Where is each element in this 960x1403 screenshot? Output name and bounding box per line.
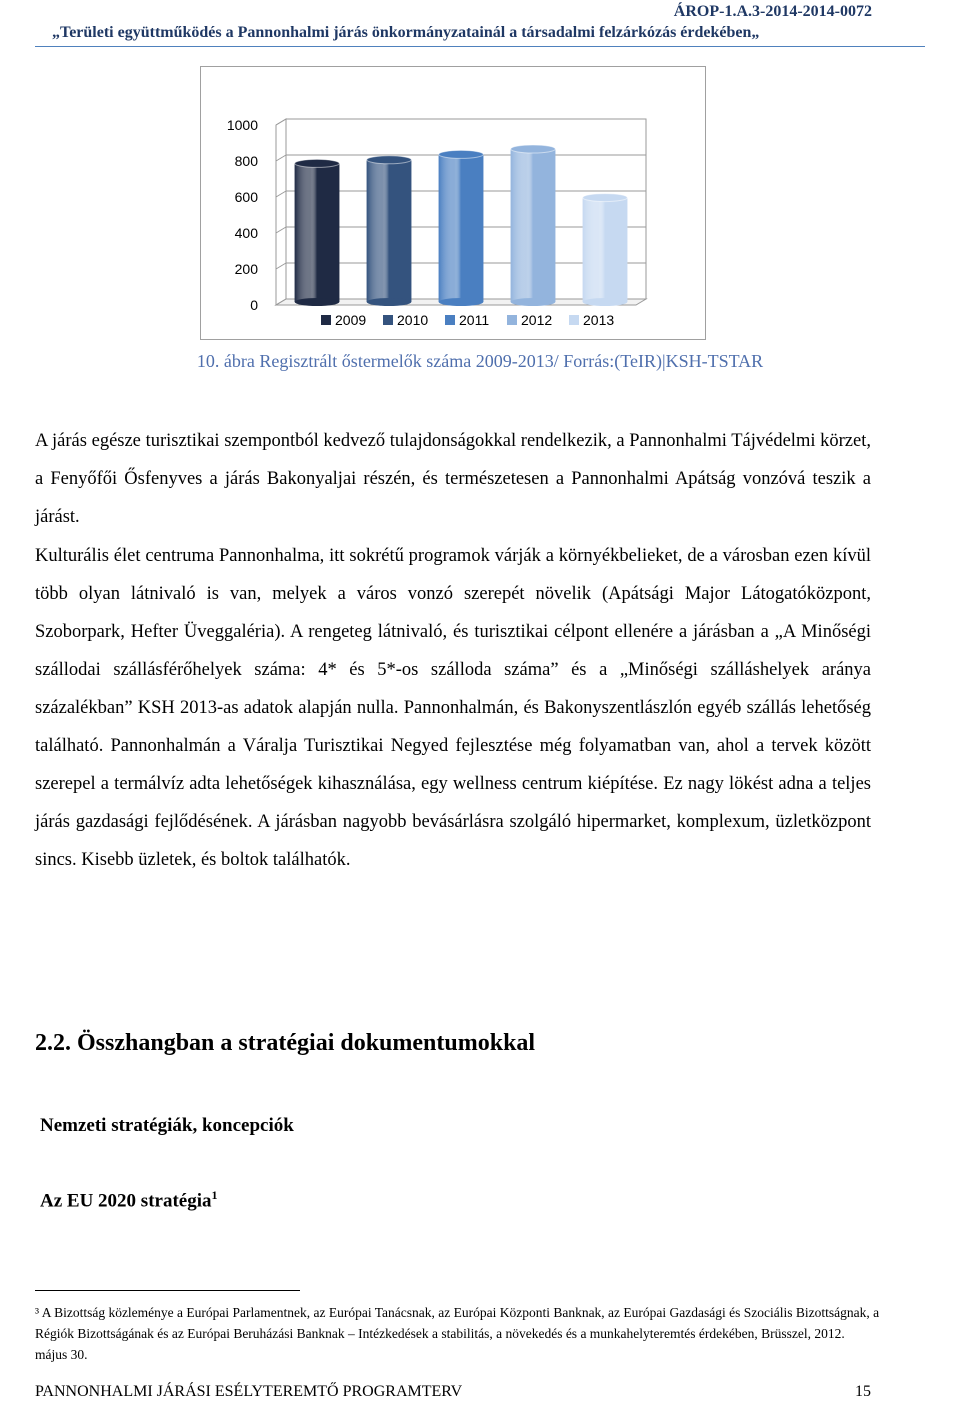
section-heading: 2.2. Összhangban a stratégiai dokumentumokkal — [35, 1030, 536, 1056]
legend-swatch-2009 — [321, 315, 331, 325]
bar-base-2012 — [511, 298, 556, 306]
bar-base-2013 — [583, 298, 628, 306]
document-code: ÁROP-1.A.3-2014-2014-0072 — [673, 3, 872, 20]
legend-label-2011: 2011 — [459, 312, 490, 328]
bar-shade-2012 — [511, 149, 556, 302]
bar-chart — [200, 66, 706, 340]
legend-swatch-2013 — [569, 315, 579, 325]
footnote-reference: 1 — [211, 1188, 218, 1202]
legend-label-2013: 2013 — [583, 312, 615, 328]
bar-base-2010 — [367, 298, 412, 306]
bar-shade-2013 — [583, 198, 628, 302]
bar-chart-svg — [201, 67, 705, 339]
y-tick-label: 400 — [234, 225, 258, 241]
bar-top-2010 — [367, 156, 412, 164]
bar-shade-2010 — [367, 160, 412, 302]
legend-label-2012: 2012 — [521, 312, 553, 328]
chart-side-wall — [276, 119, 286, 305]
footer-title: PANNONHALMI JÁRÁSI ESÉLYTEREMTŐ PROGRAMTERV — [35, 1383, 463, 1400]
figure-caption: 10. ábra Regisztrált őstermelők száma 2009-2013/ Forrás:(TeIR)|KSH-TSTAR — [196, 351, 764, 371]
bar-shade-2011 — [439, 154, 484, 302]
header-divider — [35, 46, 925, 47]
page-number: 15 — [855, 1383, 871, 1400]
y-tick-label: 0 — [250, 297, 258, 313]
bar-base-2009 — [295, 298, 340, 306]
legend-label-2009: 2009 — [335, 312, 367, 328]
y-tick-label: 600 — [234, 189, 258, 205]
bar-top-2011 — [439, 150, 484, 158]
footnote-mark: ³ — [35, 1305, 40, 1320]
subheading-eu2020-text: Az EU 2020 stratégia — [40, 1190, 212, 1212]
bar-top-2009 — [295, 159, 340, 167]
footnote — [35, 1302, 880, 1365]
legend-swatch-2011 — [445, 315, 455, 325]
legend-swatch-2012 — [507, 315, 517, 325]
paragraph-tourism: A járás egésze turisztikai szempontból kedvező tulajdonságokkal rendelkezik, a Pannonhalmi Tájvédelmi körzet, a Fenyőfői Ősfenyves a járás Bakonyaljai részén, és természetesen a Pannonhalmi Apátság vonzóvá teszik a járást. — [35, 431, 871, 527]
bar-top-2012 — [511, 145, 556, 153]
legend-swatch-2010 — [383, 315, 393, 325]
footnote-text: A Bizottság közleménye a Európai Parlamentnek, az Európai Tanácsnak, az Európai Központi Banknak, az Európai Gazdasági és Szociális Bizottságnak, a Régiók Bizottságának és az Európai Beruházási Banknak – Intézkedések a stabilitás, a növekedés és a munkahelyteremtés érdekében, Brüsszel, 2012. május 30. — [35, 1305, 880, 1362]
project-title: „Területi együttműködés a Pannonhalmi járás önkormányzatainál a társadalmi felzárkózás érdekében„ — [52, 24, 760, 41]
page-footer — [35, 1383, 871, 1401]
bar-base-2011 — [439, 298, 484, 306]
footnote-divider — [35, 1290, 300, 1291]
paragraph-culture: Kulturális élet centruma Pannonhalma, itt sokrétű programok várják a környékbelieket, de a városban ezen kívül több olyan látnivaló is van, melyek a város vonzó szerepét növelik (Apátsági Major Látogatóközpont, Szoborpark, Hefter Üveggaléria). A rengeteg látnivaló, és turisztikai célpont ellenére a járásban a „A Minőségi szállodai szállásférőhelyek száma: 4* és 5*-os szálloda száma” és a „Minőségi szálláshelyek aránya százalékban” KSH 2013-as adatok alapján nulla. Pannonhalmán, és Bakonyszentlászlón egyéb szállás lehetőség található. Pannonhalmán a Váralja Turisztikai Negyed fejlesztése még folyamatban van, ahol a tervek között szerepel a termálvíz adta lehetőségek kihasználása, egy wellness centrum kiépítése. Ez nagy lökést adna a teljes járás gazdasági fejlődésének. A járásban nagyobb bevásárlásra szolgáló hipermarket, komplexum, üzletközpont sincs. Kisebb üzletek, és boltok találhatók. — [35, 546, 871, 870]
legend-label-2010: 2010 — [397, 312, 429, 328]
y-tick-label: 200 — [234, 261, 258, 277]
y-tick-label: 800 — [234, 153, 258, 169]
subheading-national: Nemzeti stratégiák, koncepciók — [40, 1115, 294, 1136]
bar-top-2013 — [583, 194, 628, 202]
subheading-eu2020 — [40, 1188, 218, 1212]
bar-shade-2009 — [295, 163, 340, 302]
y-tick-label: 1000 — [226, 117, 258, 133]
